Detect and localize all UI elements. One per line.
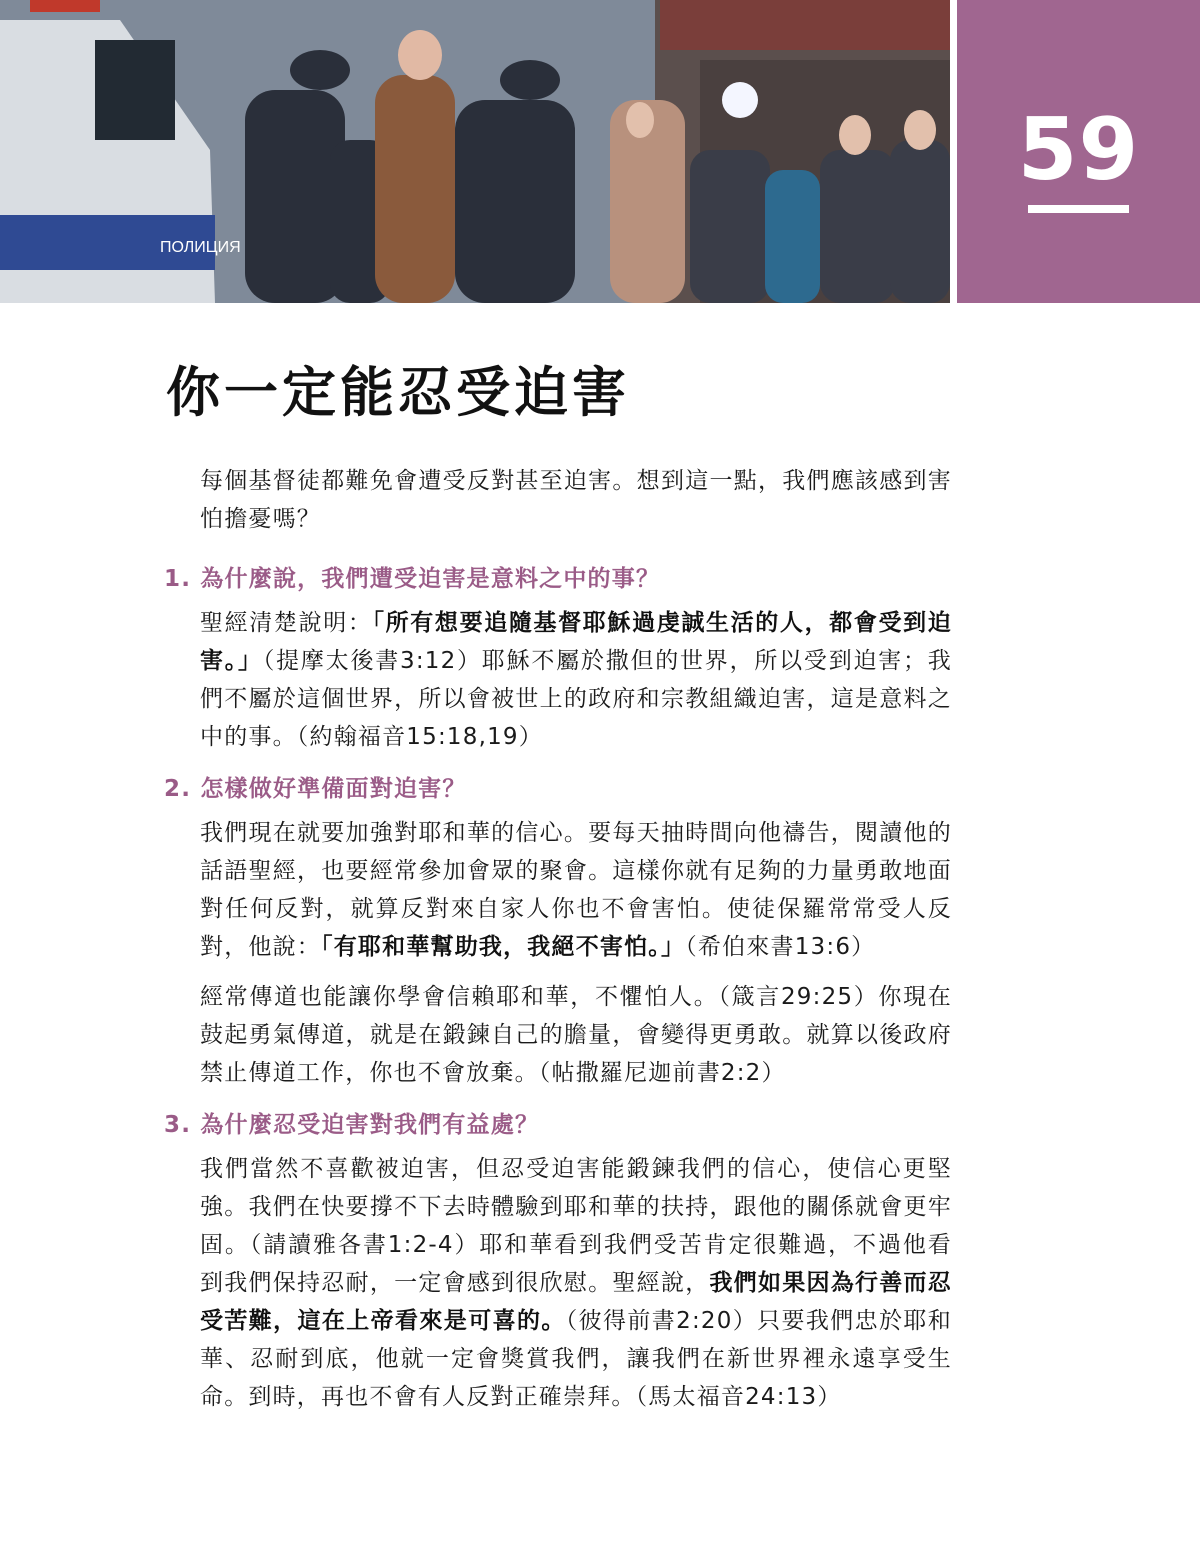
- answer-paragraph: [200, 814, 952, 966]
- hero-photo: [0, 0, 950, 303]
- paragraph-text: 我們現在就要加強對耶和華的信心。要每天抽時間向他禱告，閱讀他的話語聖經，也要經常參加會眾的聚會。這樣你就有足夠的力量勇敢地面對任何反對，就算反對來自家人你也不會害怕。使徒保羅常常受人反對，他說：: [200, 820, 952, 960]
- scripture-quote: 我們如果因為行善而忍受苦難，這在上帝看來是可喜的。: [200, 1270, 953, 1334]
- lesson-badge: [957, 0, 1200, 303]
- answer-paragraph: [200, 978, 952, 1092]
- scripture-quote: 「所有想要追隨基督耶穌過虔誠生活的人，都會受到迫害。」: [200, 610, 952, 674]
- question-heading: 1. 為什麼說，我們遭受迫害是意料之中的事？: [164, 566, 661, 592]
- question-heading: 2. 怎樣做好準備面對迫害？: [164, 776, 467, 802]
- badge-underline: [1028, 205, 1129, 213]
- paragraph-text: 我們當然不喜歡被迫害，但忍受迫害能鍛鍊我們的信心，使信心更堅強。我們在快要撐不下去時體驗到耶和華的扶持，跟他的關係就會更牢固。（請讀雅各書1:2-4）耶和華看到我們受苦肯定很難過，不過他看到我們保持忍耐，一定會感到很欣慰。聖經說，: [200, 1156, 952, 1296]
- section-3: [164, 1106, 953, 1416]
- section-2: [164, 770, 952, 1092]
- paragraph-text: 聖經清楚說明：: [200, 610, 373, 636]
- paragraph-text: （提摩太後書3:12）耶穌不屬於撒但的世界，所以受到迫害；我們不屬於這個世界，所以會被世上的政府和宗教組織迫害，這是意料之中的事。（約翰福音15:18,19）: [200, 648, 952, 750]
- answer-paragraph: [200, 1150, 952, 1416]
- question-heading: 3. 為什麼忍受迫害對我們有益處？: [164, 1112, 540, 1138]
- lesson-number: 59: [1017, 100, 1140, 200]
- paragraph-text: 經常傳道也能讓你學會信賴耶和華，不懼怕人。（箴言29:25）你現在鼓起勇氣傳道，就是在鍛鍊自己的膽量，會變得更勇敢。就算以後政府禁止傳道工作，你也不會放棄。（帖撒羅尼迦前書2:2）: [200, 984, 952, 1086]
- section-1: [164, 560, 952, 756]
- paragraph-text: （希伯來書13:6）: [685, 934, 876, 960]
- page-title: 你一定能忍受迫害: [166, 361, 630, 424]
- lesson-content: [164, 462, 953, 1430]
- van-label: ПОЛИЦИЯ: [160, 239, 241, 256]
- scripture-quote: 「有耶和華幫助我，我絕不害怕。」: [321, 934, 686, 960]
- paragraph-text: （彼得前書2:20）只要我們忠於耶和華、忍耐到底，他就一定會獎賞我們，讓我們在新世界裡永遠享受生命。到時，再也不會有人反對正確崇拜。（馬太福音24:13）: [200, 1308, 953, 1410]
- intro-paragraph: 每個基督徒都難免會遭受反對甚至迫害。想到這一點，我們應該感到害怕擔憂嗎？: [200, 468, 952, 532]
- answer-paragraph: [200, 604, 952, 756]
